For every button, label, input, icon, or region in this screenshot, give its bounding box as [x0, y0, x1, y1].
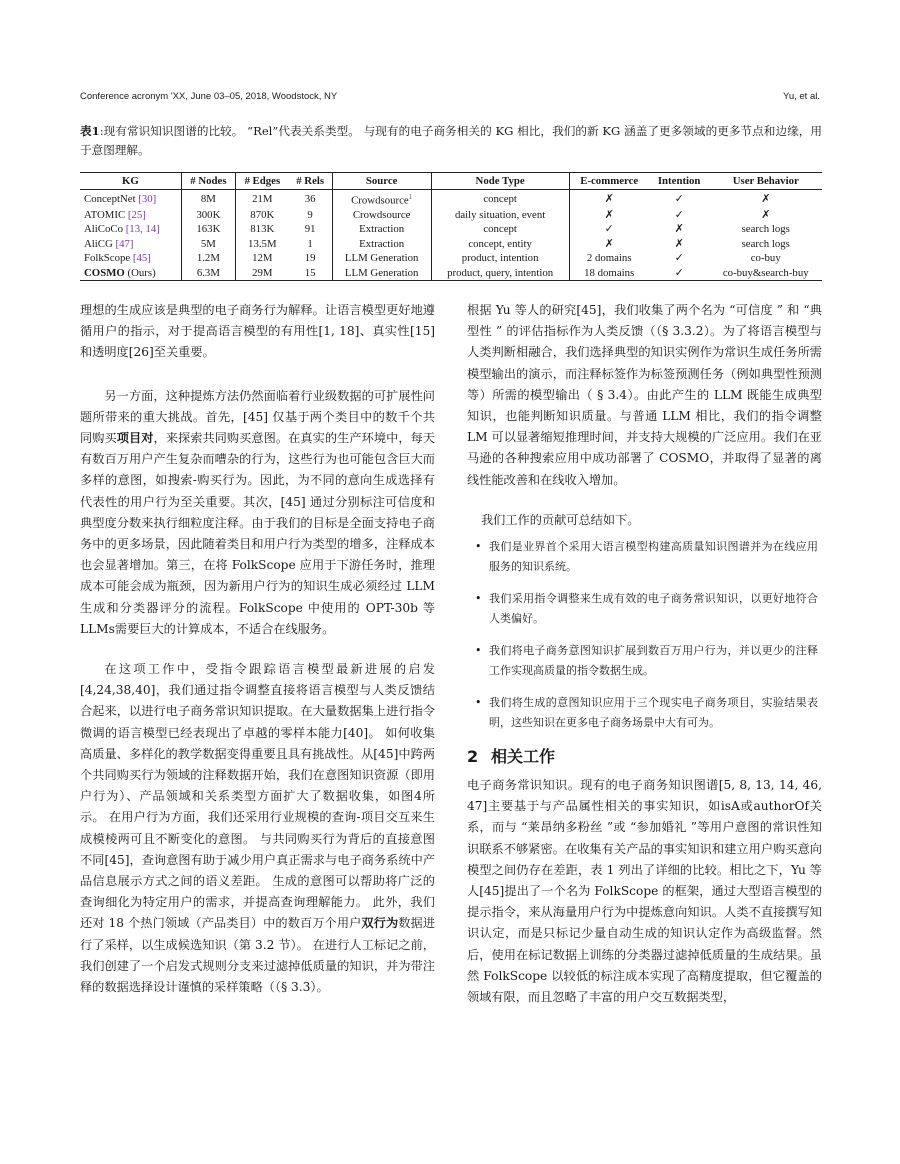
table-row	[80, 237, 822, 251]
cell-nodes: 1.2M	[181, 251, 235, 265]
cell-rels: 91	[289, 222, 333, 236]
col-header-intention: Intention	[649, 173, 710, 190]
cell-kg: ATOMIC [25]	[80, 208, 181, 222]
paragraph: 另一方面，这种提炼方法仍然面临着行业级数据的可扩展性问题所带来的重大挑战。首先，[45] 仅基于两个类目中的数千个共同购买项目对，来探索共同购买意图。在真实的生产环境中，每天有数百万用户产生复杂而嘈杂的行为，这些行为也可能包含巨大而多样的意图，如搜索-购买行为。因此，为不同的意向生成选择有代表性的用户行为至关重要。其次，[45] 通过分别标注可信度和典型度分数来执行细粒度注释。由于我们的目标是全面支持电子商务中的更多场景，因此随着类目和用户行为类型的增多，注释成本也会显著增加。第三，在将 FolkScope 应用于下游任务时，推理成本可能会成为瓶颈，因为新用户行为的知识生成必须经过 LLM生成和分类器评分的流程。FolkScope 中使用的 OPT-30b 等LLMs需要巨大的计算成本，不适合在线服务。	[80, 388, 436, 636]
col-header-rels: # Rels	[289, 173, 333, 190]
col-header-kg: KG	[80, 173, 181, 190]
cell-nodes: 163K	[181, 222, 235, 236]
cell-ecommerce: ✗	[604, 209, 614, 221]
right-column	[467, 300, 822, 1008]
cell-node-type: concept	[431, 222, 569, 236]
paragraph: 理想的生成应该是典型的电子商务行为解释。让语言模型更好地遵循用户的指示，对于提高语言模型的有用性[1, 18]、真实性[15]和透明度[26]至关重要。	[80, 303, 435, 360]
table-row	[80, 251, 822, 265]
cell-edges: 13.5M	[248, 237, 277, 250]
cell-edges: 813K	[250, 223, 275, 236]
cell-user-behavior: search logs	[741, 237, 790, 250]
cell-node-type: product, intention	[431, 251, 569, 265]
cell-user-behavior: ✗	[761, 192, 771, 205]
cell-edges: 870K	[250, 209, 275, 221]
col-header-nodes: # Nodes	[181, 173, 235, 190]
cell-rels: 15	[289, 266, 333, 281]
cell-kg: AliCG [47]	[80, 237, 181, 251]
cell-edges: 12M	[252, 252, 273, 265]
col-header-source: Source	[332, 173, 431, 190]
cell-kg: AliCoCo [13, 14]	[80, 222, 181, 236]
cell-intention: ✓	[649, 266, 710, 281]
cell-node-type: daily situation, event	[431, 208, 569, 222]
cell-nodes: 5M	[181, 237, 235, 251]
table-row-ours	[80, 266, 822, 281]
table-row	[80, 190, 822, 209]
cell-intention: ✗	[674, 223, 684, 236]
cell-nodes: 8M	[181, 190, 235, 209]
bullet-icon: •	[475, 540, 482, 554]
cell-user-behavior: co-buy&search-buy	[710, 266, 823, 281]
cell-source: Extraction	[332, 222, 431, 236]
citation-link[interactable]: [25]	[127, 209, 146, 221]
cell-edges: 21M	[252, 192, 273, 205]
cell-rels: 1	[289, 237, 333, 251]
cell-source: LLM Generation	[332, 251, 431, 265]
table-label: 表1	[80, 124, 100, 138]
list-item: • 我们将电子商务意图知识扩展到数百万用户行为，并以更少的注释工作实现高质量的指令数据生成。	[467, 641, 822, 681]
cell-ecommerce: ✗	[604, 237, 614, 250]
running-header-authors: Yu, et al.	[783, 91, 820, 102]
emphasis-text: 双行为	[361, 916, 399, 931]
list-item: • 我们将生成的意图知识应用于三个现实电子商务项目，实验结果表明，这些知识在更多电子商务场景中大有可为。	[467, 693, 822, 733]
cell-intention: ✓	[674, 209, 684, 221]
table-row	[80, 222, 822, 236]
citation-link[interactable]: [13, 14]	[125, 223, 160, 236]
list-item: • 我们是业界首个采用大语言模型构建高质量知识图谱并为在线应用服务的知识系统。	[467, 537, 822, 577]
comparison-table	[80, 172, 822, 281]
cell-ecommerce: 18 domains	[569, 266, 649, 281]
paragraph: 电子商务常识知识。现有的电子商务知识图谱[5, 8, 13, 14, 46, 47]主要基于与产品属性相关的事实知识，如isA或authorOf关系，而与 “莱昂纳多粉丝 ”或 “参加婚礼 ”等用户意图的常识性知识联系不够紧密。在收集有关产品的事实知识和建立用户购买意向模型之间仍存在差距，表 1 列出了详细的比较。相比之下，Yu 等人[45]提出了一个名为 FolkScope 的框架，通过大型语言模型的提示指令，来从海量用户行为中提炼意向知识。人类不直接撰写知识认定，而是只标记少量自动生成的知识认定作为高级监督。然后，使用在标记数据上训练的分类器过滤掉低质量的生成结果。虽然 FolkScope 以较低的标注成本实现了高精度提取，但它覆盖的领域有限，而且忽略了丰富的用户交互数据类型，	[467, 778, 822, 1005]
table-caption-text: :现有常识知识图谱的比较。 “Rel”代表关系类型。 与现有的电子商务相关的 KG 相比，我们的新 KG 涵盖了更多领域的更多节点和边缘，用于意图理解。	[80, 124, 822, 157]
cell-ecommerce: 2 domains	[586, 252, 632, 265]
section-heading	[467, 745, 822, 769]
cell-nodes: 6.3M	[181, 266, 235, 281]
col-header-ecommerce: E-commerce	[569, 173, 649, 190]
cell-source: Extraction	[332, 237, 431, 251]
citation-link[interactable]: [45]	[132, 252, 151, 265]
list-item: • 我们采用指令调整来生成有效的电子商务常识知识，以更好地符合人类偏好。	[467, 589, 822, 629]
cell-ecommerce: ✓	[604, 223, 614, 236]
cell-user-behavior: ✗	[761, 209, 771, 221]
cell-kg: COSMO (Ours)	[80, 266, 181, 281]
cell-node-type: concept	[431, 190, 569, 209]
citation-link[interactable]: [47]	[115, 237, 134, 250]
emphasis-text: 项目对	[116, 431, 154, 446]
bullet-icon: •	[475, 696, 482, 710]
left-column	[80, 300, 435, 1017]
paragraph: 在这项工作中，受指令跟踪语言模型最新进展的启发[4,24,38,40]，我们通过指令调整直接将语言模型与人类反馈结合起来，以进行电子商务常识知识提取。在大量数据集上进行指令微调的语言模型已经表现出了卓越的零样本能力[40]。 如何收集高质量、多样化的教学数据变得重要且具有挑战性。从[45]中跨两个共同购买行为领域的注释数据开始，我们在意图知识资源（即用户行为）、产品领域和关系类型方面扩大了数据收集，如图4所示。 在用户行为方面，我们还采用行业规模的查询-项目交互来生成模棱两可且不断变化的意图。 与共同购买行为背后的直接意图不同[45]，查询意图有助于减少用户真正需求与电子商务系统中产品信息展示方式之间的语义差距。 生成的意图可以帮助将广泛的查询细化为特定用户的需求，并提高查询理解能力。 此外，我们还对 18 个热门领域（产品类目）中的数百万个用户双行为数据进行了采样，以生成候选知识（第 3.2 节）。 在进行人工标记之前，我们创建了一个启发式规则分支来过滤掉低质量的知识，并为带注释的数据选择设计谨慎的采样策略（（§ 3.3）。	[80, 662, 436, 995]
cell-rels: 9	[289, 208, 333, 222]
footnote-marker[interactable]: 1	[408, 193, 413, 201]
cell-nodes: 300K	[181, 208, 235, 222]
cell-node-type: product, query, intention	[431, 266, 569, 281]
cell-user-behavior: co-buy	[750, 252, 781, 265]
ours-label: (Ours)	[127, 266, 156, 279]
running-header-venue: Conference acronym 'XX, June 03–05, 2018, Woodstock, NY	[80, 91, 338, 102]
cell-kg: FolkScope [45]	[80, 251, 181, 265]
cell-ecommerce: ✗	[604, 192, 614, 205]
bullet-icon: •	[475, 592, 482, 606]
table-caption	[80, 122, 822, 160]
col-header-node-type: Node Type	[431, 173, 569, 190]
table-header-row	[80, 173, 822, 190]
col-header-edges: # Edges	[236, 173, 289, 190]
cell-rels: 19	[289, 251, 333, 265]
paragraph: 根据 Yu 等人的研究[45]，我们收集了两个名为 “可信度 ” 和 “典型性 ” 的评估指标作为人类反馈（（§ 3.3.2）。为了将语言模型与人类判断相融合，我们选择典型的知识实例作为常识生成任务所需模型输出的演示，而注释标签作为标签预测任务（例如典型性预测等）所需的模型输出（ § 3.4）。由此产生的 LLM 既能生成典型知识，也能判断知识质量。与普通 LLM 相比，我们的指令调整 LM 可以显著缩短推理时间，并支持大规模的广泛应用。我们在亚马逊的各种搜索应用中成功部署了 COSMO，并取得了显著的离线性能改善和在线收入增加。	[467, 303, 822, 487]
section-title: 相关工作	[491, 747, 556, 767]
cell-source: Crowdsource	[332, 208, 431, 222]
cell-source: LLM Generation	[332, 266, 431, 281]
cell-kg: ConceptNet [30]	[80, 190, 181, 209]
cell-intention: ✗	[674, 237, 684, 250]
col-header-user-behavior: User Behavior	[710, 173, 823, 190]
citation-link[interactable]: [30]	[138, 192, 157, 205]
table-row	[80, 208, 822, 222]
cell-intention: ✓	[674, 192, 684, 205]
cell-rels: 36	[289, 190, 333, 209]
cell-intention: ✓	[674, 252, 684, 265]
section-number: 2	[467, 747, 479, 767]
cell-user-behavior: search logs	[741, 223, 790, 236]
bullet-icon: •	[475, 644, 482, 658]
cell-node-type: concept, entity	[431, 237, 569, 251]
contributions-list	[467, 537, 822, 733]
cell-edges: 29M	[236, 266, 289, 281]
cell-source: Crowdsource$^1$	[332, 190, 431, 209]
contributions-intro: 我们工作的贡献可总结如下。	[481, 512, 640, 527]
